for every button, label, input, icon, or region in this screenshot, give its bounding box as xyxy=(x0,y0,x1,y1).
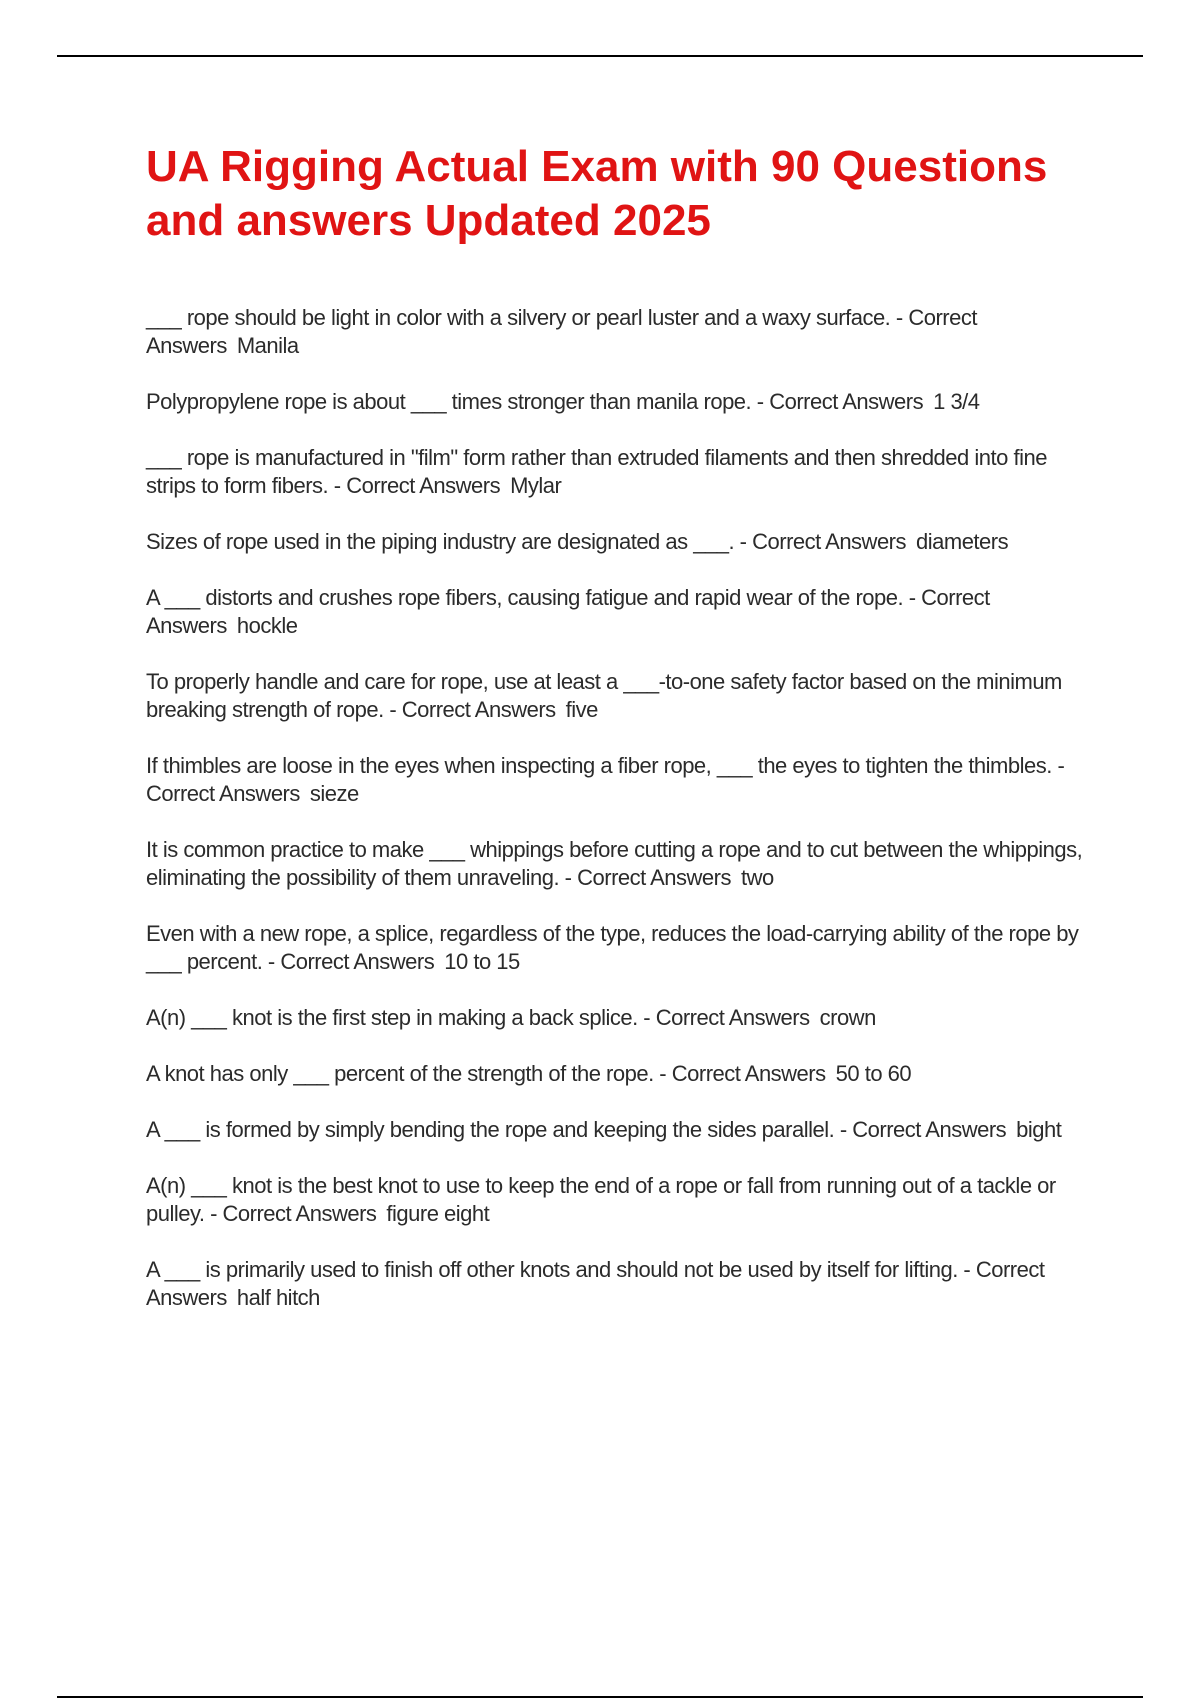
question-text: Polypropylene rope is about ___ times stronger than manila rope. - Correct Answers xyxy=(146,389,924,414)
qa-item xyxy=(146,1116,1096,1144)
question-text: A(n) ___ knot is the first step in making a back splice. - Correct Answers xyxy=(146,1005,810,1030)
question-text: It is common practice to make ___ whippings before cutting a rope and to cut between the whippings, eliminating the possibility of them unraveling. - Correct Answers xyxy=(146,837,1083,890)
answer-text: figure eight xyxy=(386,1201,490,1226)
qa-item xyxy=(146,1060,1096,1088)
qa-item xyxy=(146,752,1096,808)
document-body xyxy=(146,140,1096,1340)
answer-text: 50 to 60 xyxy=(835,1061,912,1086)
answer-text: diameters xyxy=(916,529,1009,554)
question-text: Sizes of rope used in the piping industry are designated as ___. - Correct Answers xyxy=(146,529,907,554)
answer-text: bight xyxy=(1016,1117,1062,1142)
qa-item xyxy=(146,1256,1096,1312)
question-text: A ___ is formed by simply bending the rope and keeping the sides parallel. - Correct Answers xyxy=(146,1117,1007,1142)
answer-text: crown xyxy=(819,1005,876,1030)
qa-item xyxy=(146,444,1096,500)
answer-text: Manila xyxy=(236,333,299,358)
question-text: To properly handle and care for rope, use at least a ___-to-one safety factor based on the minimum breaking strength of rope. - Correct Answers xyxy=(146,669,1062,722)
question-text: ___ rope should be light in color with a silvery or pearl luster and a waxy surface. - Correct Answers xyxy=(146,305,977,358)
question-text: Even with a new rope, a splice, regardless of the type, reduces the load-carrying ability of the rope by ___ percent. - Correct Answers xyxy=(146,921,1079,974)
answer-text: 1 3/4 xyxy=(933,389,980,414)
qa-item xyxy=(146,920,1096,976)
qa-list xyxy=(146,304,1096,1312)
answer-text: Mylar xyxy=(510,473,562,498)
answer-text: five xyxy=(565,697,598,722)
qa-item xyxy=(146,304,1096,360)
question-text: A ___ is primarily used to finish off other knots and should not be used by itself for lifting. - Correct Answers xyxy=(146,1257,1045,1310)
qa-item xyxy=(146,528,1096,556)
top-rule xyxy=(57,55,1143,57)
qa-item xyxy=(146,1172,1096,1228)
qa-item xyxy=(146,668,1096,724)
question-text: A ___ distorts and crushes rope fibers, causing fatigue and rapid wear of the rope. - Correct Answers xyxy=(146,585,990,638)
qa-item xyxy=(146,1004,1096,1032)
question-text: A knot has only ___ percent of the strength of the rope. - Correct Answers xyxy=(146,1061,826,1086)
document-title: UA Rigging Actual Exam with 90 Questions and answers Updated 2025 xyxy=(146,142,1048,245)
bottom-rule xyxy=(57,1696,1143,1698)
answer-text: hockle xyxy=(236,613,298,638)
question-text: ___ rope is manufactured in "film" form rather than extruded filaments and then shredded into fine strips to form fibers. - Correct Answers xyxy=(146,445,1047,498)
answer-text: 10 to 15 xyxy=(444,949,520,974)
qa-item xyxy=(146,836,1096,892)
answer-text: half hitch xyxy=(236,1285,320,1310)
answer-text: two xyxy=(741,865,774,890)
question-text: A(n) ___ knot is the best knot to use to keep the end of a rope or fall from running out of a tackle or pulley. - Correct Answers xyxy=(146,1173,1056,1226)
answer-text: sieze xyxy=(309,781,359,806)
qa-item xyxy=(146,388,1096,416)
qa-item xyxy=(146,584,1096,640)
question-text: If thimbles are loose in the eyes when inspecting a fiber rope, ___ the eyes to tighten the thimbles. - Correct Answers xyxy=(146,753,1065,806)
